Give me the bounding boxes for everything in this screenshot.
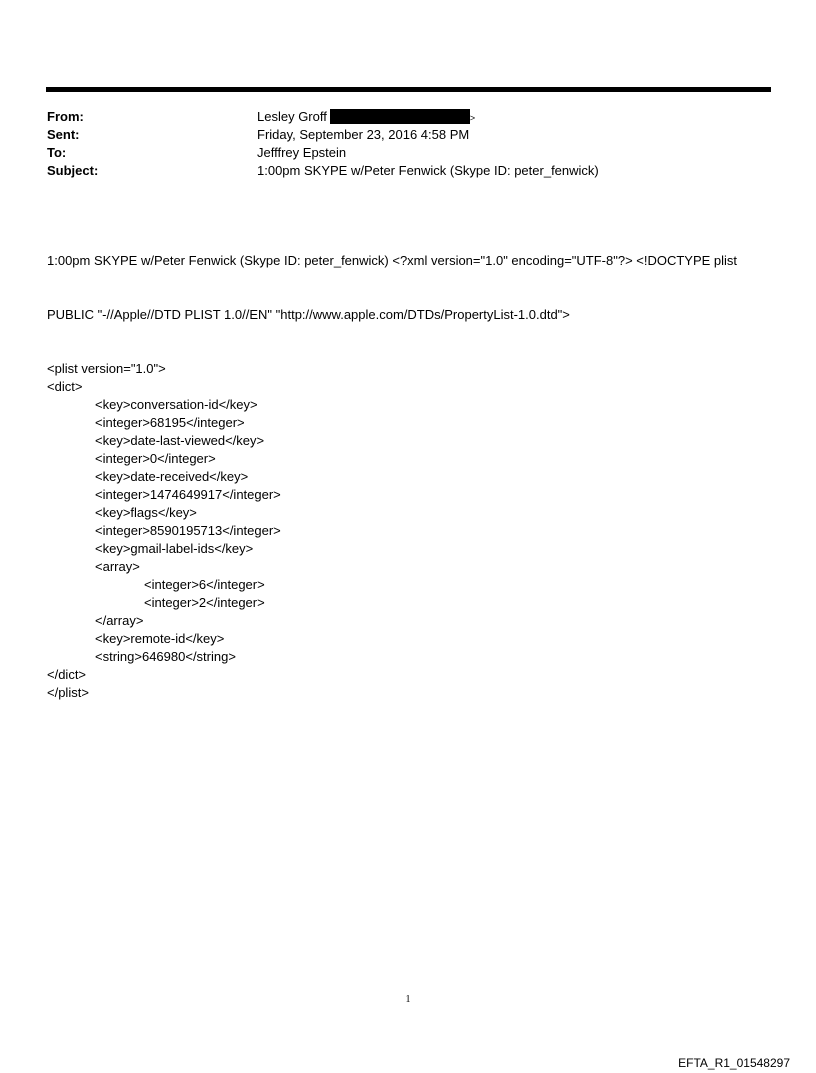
from-value [257,108,475,127]
from-name: Lesley Groff [257,109,327,124]
body-line: <integer>68195</integer> [95,415,245,430]
email-body [47,216,777,720]
body-line: <key>gmail-label-ids</key> [95,541,254,556]
body-line: </dict> [47,667,87,682]
body-line: <integer>1474649917</integer> [95,487,281,502]
body-line: <integer>2</integer> [144,595,265,610]
plist-content [47,360,777,702]
body-line: <array> [95,559,140,574]
body-line: <plist version="1.0"> [47,361,166,376]
sent-row [47,126,767,144]
sent-label: Sent: [47,127,80,142]
subject-label: Subject: [47,163,99,178]
from-label: From: [47,109,84,124]
page-number: 1 [405,994,411,1005]
body-line: <string>646980</string> [95,649,236,664]
body-line: </array> [95,613,144,628]
body-line: <key>conversation-id</key> [95,397,258,412]
body-line: <key>date-received</key> [95,469,249,484]
to-value: Jefffrey Epstein [257,145,347,160]
from-row [47,108,767,126]
subject-row [47,162,767,180]
body-line: </plist> [47,685,89,700]
body-intro-line-1: 1:00pm SKYPE w/Peter Fenwick (Skype ID: peter_fenwick) <?xml version="1.0" encoding="UTF-8"?> <!DOCTYPE plist [47,253,738,268]
body-line: <integer>0</integer> [95,451,216,466]
body-line: <key>date-last-viewed</key> [95,433,265,448]
body-line: <dict> [47,379,83,394]
body-line: <key>remote-id</key> [95,631,225,646]
sent-value: Friday, September 23, 2016 4:58 PM [257,127,470,142]
header-rule [46,87,771,92]
body-intro-line-2: PUBLIC "-//Apple//DTD PLIST 1.0//EN" "http://www.apple.com/DTDs/PropertyList-1.0.dtd"> [47,307,570,322]
bates-number: EFTA_R1_01548297 [678,1056,790,1070]
body-line: <key>flags</key> [95,505,197,520]
to-label: To: [47,145,67,160]
to-row [47,144,767,162]
redaction-block [330,109,470,124]
from-suffix: > [469,113,476,123]
body-line: <integer>6</integer> [144,577,265,592]
email-header [47,108,767,180]
subject-value: 1:00pm SKYPE w/Peter Fenwick (Skype ID: peter_fenwick) [257,163,599,178]
body-line: <integer>8590195713</integer> [95,523,281,538]
